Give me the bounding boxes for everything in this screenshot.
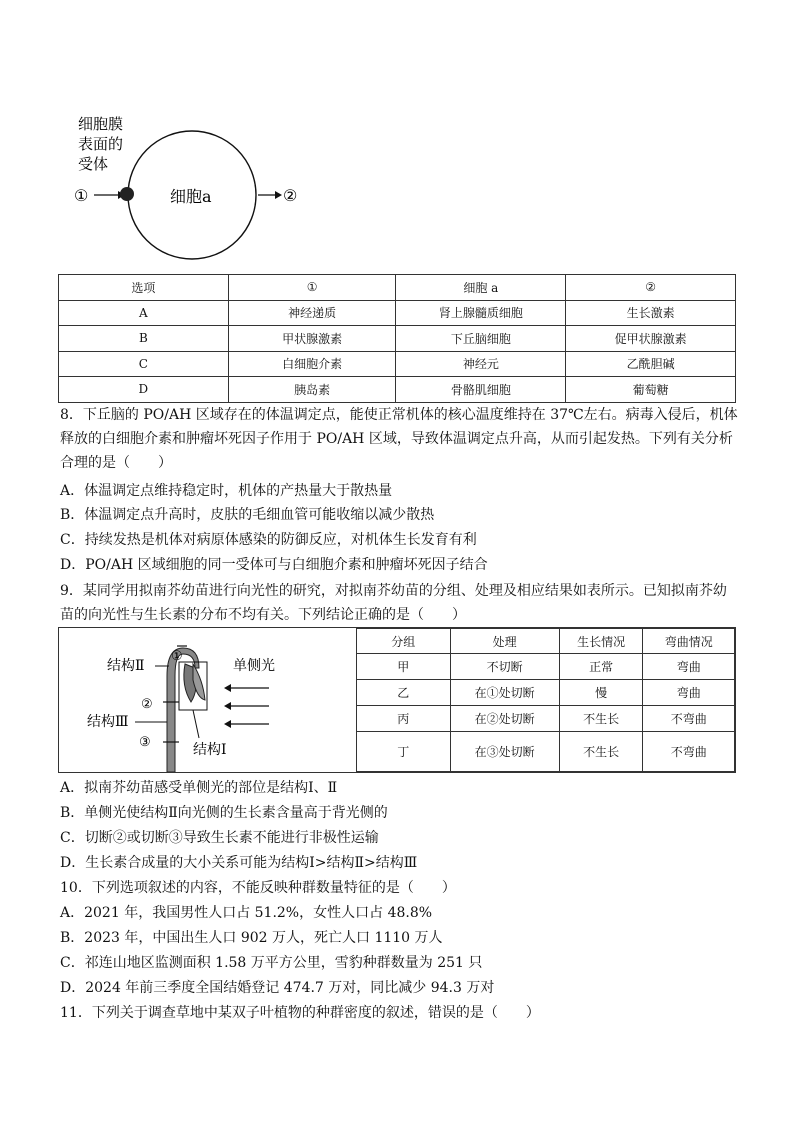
table-cell: 丁 — [357, 732, 451, 772]
cell-a-label: 细胞a — [170, 187, 212, 206]
table-cell: 甲状腺激素 — [228, 326, 396, 352]
receptor-dot — [120, 187, 134, 201]
table-row — [357, 680, 735, 706]
table-cell: 正常 — [559, 654, 643, 680]
table-cell: 不生长 — [559, 706, 643, 732]
table-cell: 不生长 — [559, 732, 643, 772]
table-header-row — [59, 275, 736, 301]
table-cell: C — [59, 351, 229, 377]
table-cell: 在②处切断 — [450, 706, 559, 732]
receptor-label-line3: 受体 — [78, 155, 109, 173]
table-cell: 不弯曲 — [643, 732, 735, 772]
table-row — [59, 377, 736, 403]
table-cell: 葡萄糖 — [566, 377, 736, 403]
table-header-cell: 分组 — [357, 629, 451, 654]
question-9-option-b: B．单侧光使结构Ⅱ向光侧的生长素含量高于背光侧的 — [60, 805, 388, 821]
table-cell: 乙酰胆碱 — [566, 351, 736, 377]
table-cell: 弯曲 — [643, 654, 735, 680]
question-9-stem: 9．某同学用拟南芥幼苗进行向光性的研究，对拟南芥幼苗的分组、处理及相应结果如表所示。已知拟南芥幼苗的向光性与生长素的分布不均有关。下列结论正确的是（ ） — [60, 583, 727, 623]
table-cell: 在①处切断 — [450, 680, 559, 706]
light-arrowhead-3 — [224, 720, 231, 728]
table-header-cell: 细胞 a — [396, 275, 566, 301]
table-row — [357, 732, 735, 772]
table-header-cell: 弯曲情况 — [643, 629, 735, 654]
question-9-figure-box — [58, 627, 736, 773]
table-cell: 神经递质 — [228, 300, 396, 326]
receptor-label-line2: 表面的 — [78, 135, 124, 153]
cell-receptor-figure — [70, 110, 320, 260]
table-cell: 下丘脑细胞 — [396, 326, 566, 352]
table-header-cell: 处理 — [450, 629, 559, 654]
table-cell: 白细胞介素 — [228, 351, 396, 377]
table-header-cell: 生长情况 — [559, 629, 643, 654]
table-cell: 生长激素 — [566, 300, 736, 326]
table-header-row — [357, 629, 735, 654]
structure-1-pointer — [193, 710, 199, 738]
question-8-option-d: D．PO/AH 区域细胞的同一受体可与白细胞介素和肿瘤坏死因子结合 — [60, 557, 488, 573]
table-cell: 不切断 — [450, 654, 559, 680]
question-9-option-c: C．切断②或切断③导致生长素不能进行非极性运输 — [60, 830, 379, 846]
table-header-cell: 选项 — [59, 275, 229, 301]
light-arrowhead-2 — [224, 702, 231, 710]
mark-3-label: ③ — [139, 735, 151, 750]
question-8-option-a: A．体温调定点维持稳定时，机体的产热量大于散热量 — [60, 483, 393, 499]
table-cell: 在③处切断 — [450, 732, 559, 772]
question-8-option-b: B．体温调定点升高时，皮肤的毛细血管可能收缩以减少散热 — [60, 507, 435, 523]
question-10-stem: 10．下列选项叙述的内容，不能反映种群数量特征的是（ ） — [60, 880, 456, 896]
receptor-label-line1: 细胞膜 — [78, 115, 124, 133]
table-row — [357, 706, 735, 732]
table-cell: 促甲状腺激素 — [566, 326, 736, 352]
question-10-option-d: D．2024 年前三季度全国结婚登记 474.7 万对，同比减少 94.3 万对 — [60, 980, 495, 996]
question-8-stem: 8．下丘脑的 PO/AH 区域存在的体温调定点，能使正常机体的核心温度维持在 37℃左右。病毒入侵后，机体释放的白细胞介素和肿瘤坏死因子作用于 PO/AH 区域，导致体温调定点升高，从而引起发热。下列有关分析合理的是（ ） — [60, 407, 738, 471]
question-8-option-c: C．持续发热是机体对病原体感染的防御反应，对机体生长发育有利 — [60, 532, 477, 548]
table-row — [357, 654, 735, 680]
light-label: 单侧光 — [233, 658, 275, 674]
question-10-option-b: B．2023 年，中国出生人口 902 万人，死亡人口 1110 万人 — [60, 930, 443, 946]
table-cell: 丙 — [357, 706, 451, 732]
mark-1-label: ① — [171, 649, 183, 664]
table-row — [59, 351, 736, 377]
structure-1-label: 结构Ⅰ — [193, 742, 227, 758]
question-9-option-d: D．生长素合成量的大小关系可能为结构Ⅰ>结构Ⅱ>结构Ⅲ — [60, 855, 418, 871]
results-table-q9 — [356, 628, 735, 772]
table-cell: 神经元 — [396, 351, 566, 377]
table-cell: D — [59, 377, 229, 403]
input-label: ① — [74, 186, 89, 205]
table-cell: 骨骼肌细胞 — [396, 377, 566, 403]
output-label: ② — [283, 186, 298, 205]
structure-2-label: 结构Ⅱ — [107, 658, 145, 674]
table-cell: 乙 — [357, 680, 451, 706]
table-cell: 不弯曲 — [643, 706, 735, 732]
table-cell: A — [59, 300, 229, 326]
table-cell: 甲 — [357, 654, 451, 680]
table-cell: 弯曲 — [643, 680, 735, 706]
table-cell: B — [59, 326, 229, 352]
table-cell: 胰岛素 — [228, 377, 396, 403]
output-arrowhead — [275, 191, 282, 199]
table-cell: 肾上腺髓质细胞 — [396, 300, 566, 326]
options-table-q7 — [58, 274, 736, 403]
question-9-option-a: A．拟南芥幼苗感受单侧光的部位是结构Ⅰ、Ⅱ — [60, 780, 338, 796]
seedling-figure — [59, 628, 355, 772]
question-11-stem: 11．下列关于调查草地中某双子叶植物的种群密度的叙述，错误的是（ ） — [60, 1005, 540, 1021]
light-arrowhead-1 — [224, 684, 231, 692]
table-header-cell: ② — [566, 275, 736, 301]
question-10-option-c: C．祁连山地区监测面积 1.58 万平方公里，雪豹种群数量为 251 只 — [60, 955, 483, 971]
structure-3-label: 结构Ⅲ — [87, 714, 129, 730]
table-cell: 慢 — [559, 680, 643, 706]
question-10-option-a: A．2021 年，我国男性人口占 51.2%，女性人口占 48.8% — [60, 905, 433, 921]
table-row — [59, 326, 736, 352]
table-header-cell: ① — [228, 275, 396, 301]
mark-2-label: ② — [141, 697, 153, 712]
table-row — [59, 300, 736, 326]
